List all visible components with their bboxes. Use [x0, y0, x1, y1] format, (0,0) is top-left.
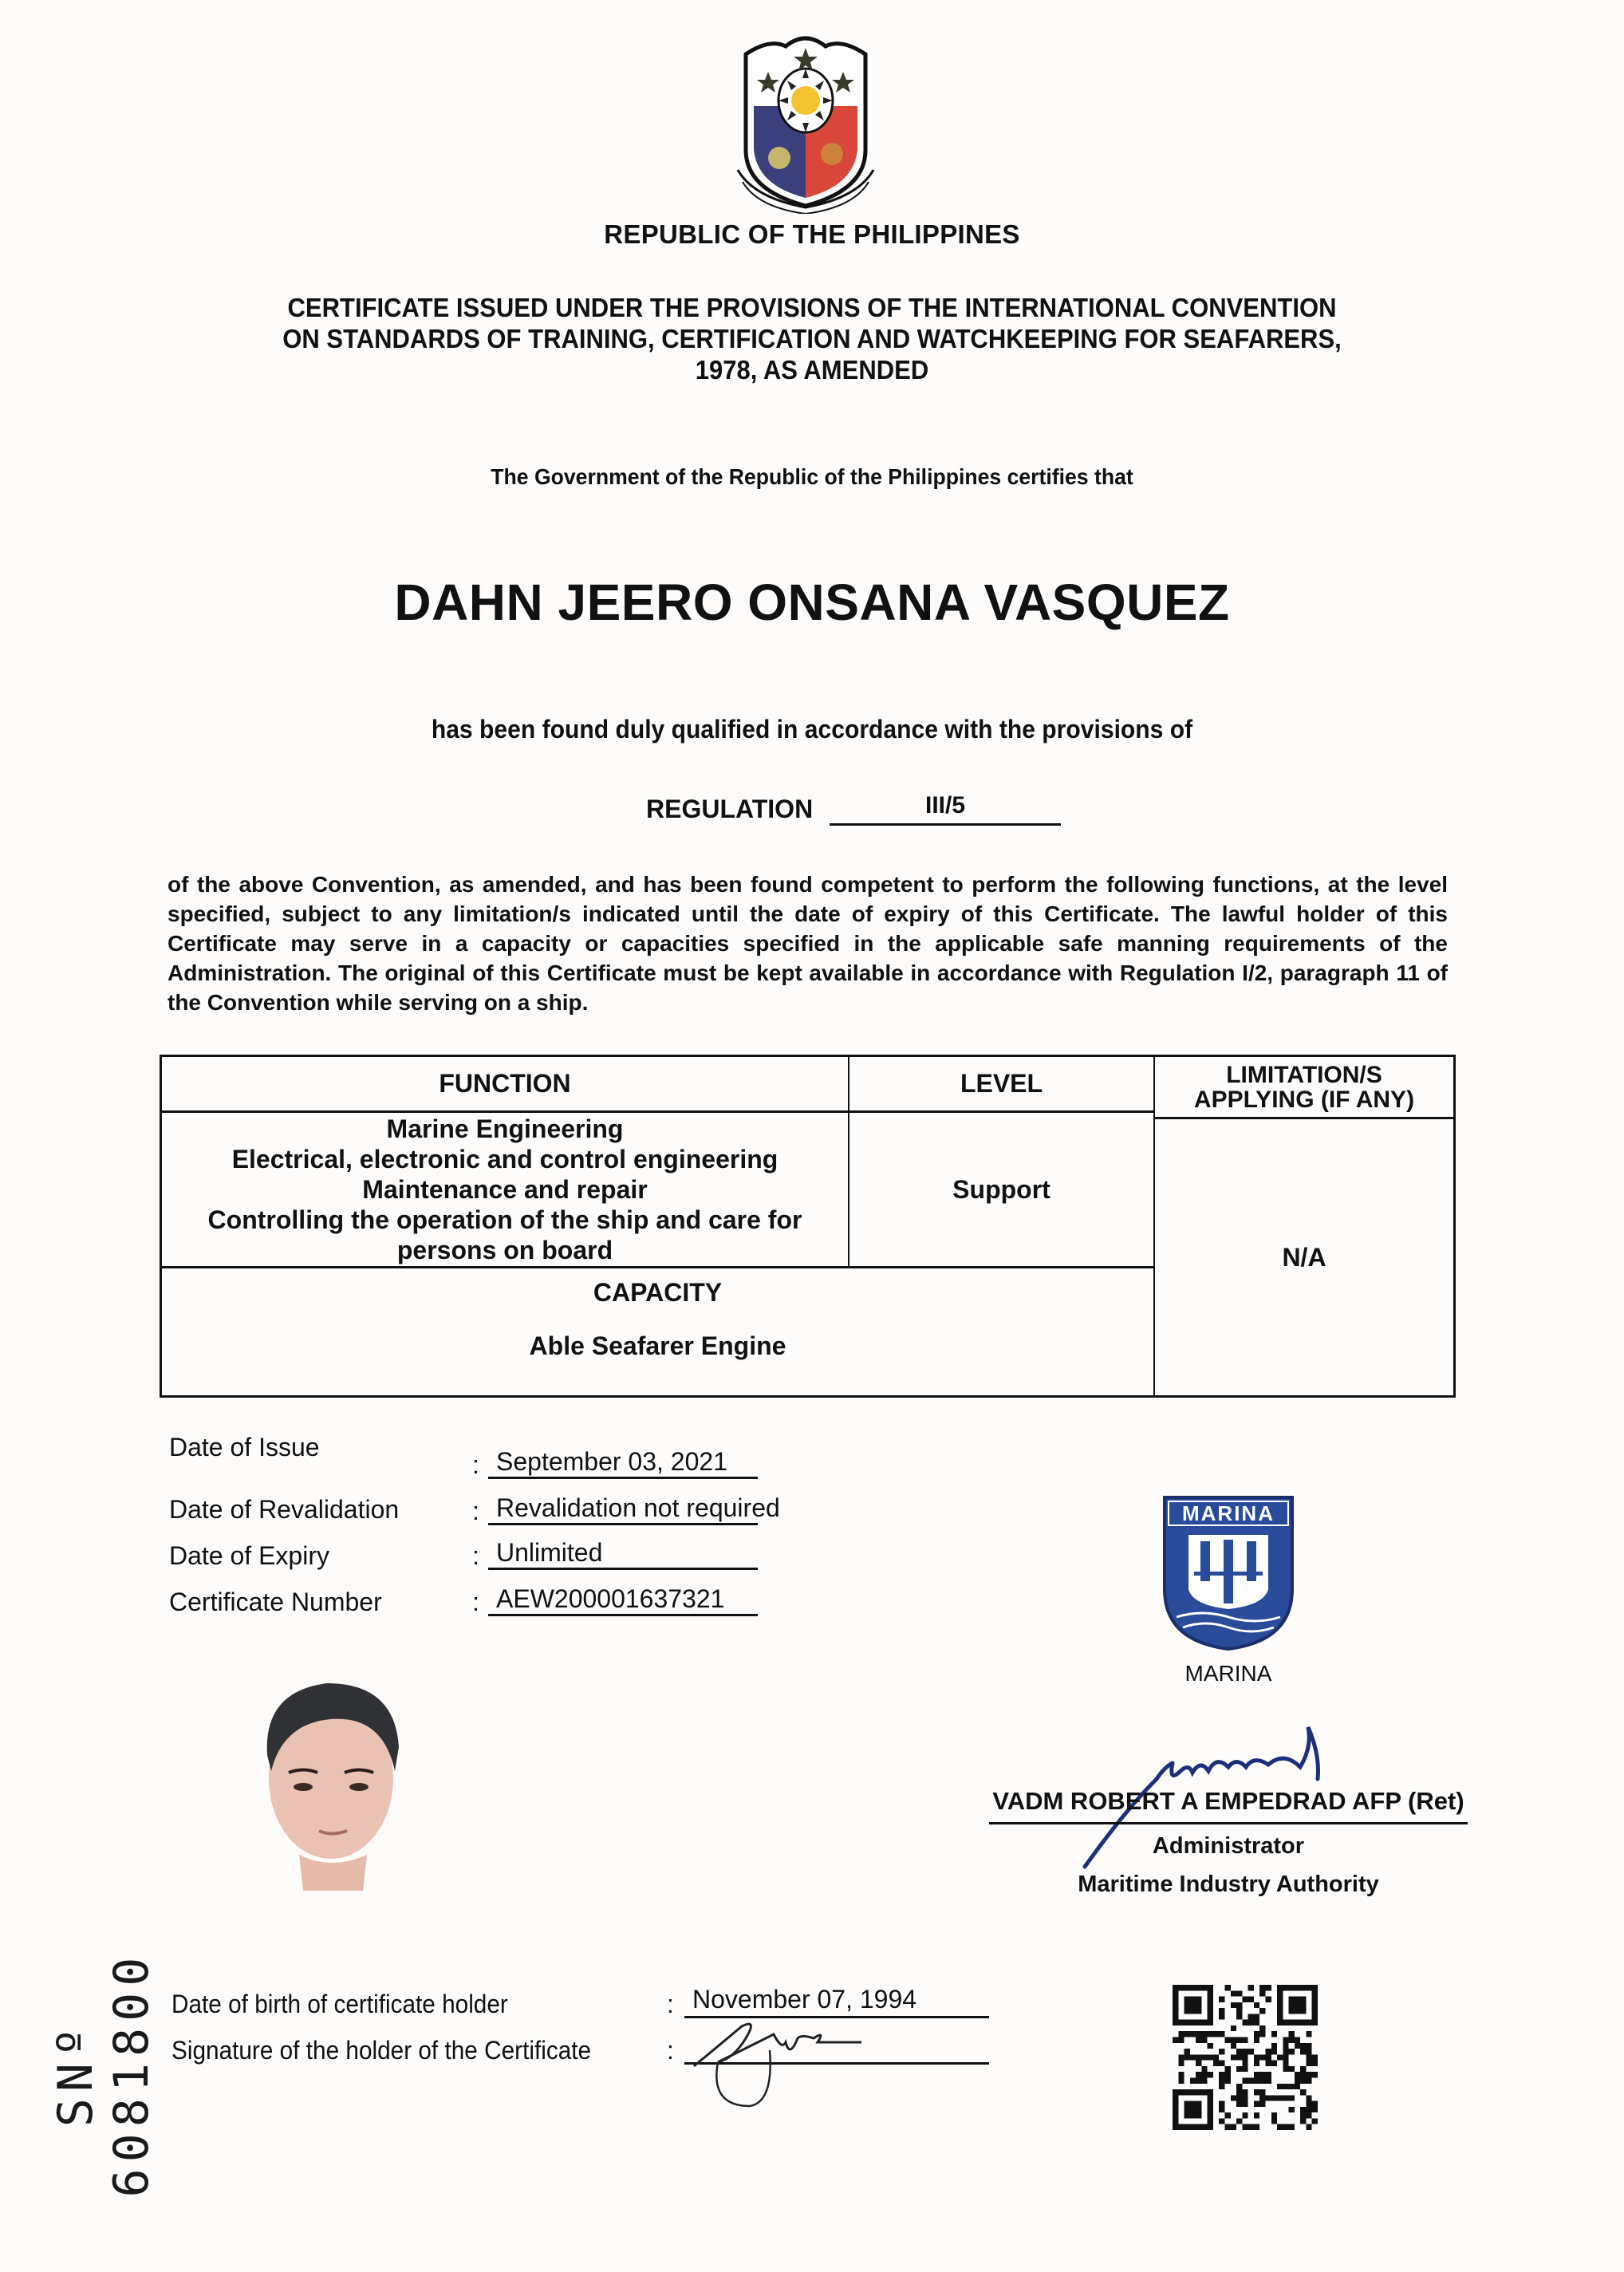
function-item: Marine Engineering	[386, 1114, 624, 1143]
header-function: FUNCTION	[162, 1057, 849, 1113]
holder-photo	[239, 1659, 423, 1891]
date-of-revalidation-label: Date of Revalidation	[169, 1495, 400, 1524]
qualified-line: has been found duly qualified in accordance with the provisions of	[431, 715, 1193, 744]
holder-signature-label: Signature of the holder of the Certificate	[171, 2036, 592, 2065]
philippine-coat-of-arms-logo	[722, 30, 889, 214]
capacity-cell	[162, 1268, 1155, 1395]
level-cell: Support	[849, 1113, 1155, 1268]
function-item: Maintenance and repair	[362, 1175, 648, 1204]
competence-statement: of the above Convention, as amended, and has been found competent to perform the following functions, at the level specified, subject to any limitation/s indicated until the date of expiry of this Certificate. The lawful holder of this Certificate may serve in a capacity or capacities specified in the applicable safe manning requirements of the Administration. The original of this Certificate must be kept available in accordance with Regulation I/2, paragraph 11 of the Convention while serving on a ship.	[168, 872, 1448, 1015]
date-of-revalidation-value: Revalidation not required	[488, 1492, 758, 1525]
certificate-number-value: AEW200001637321	[488, 1583, 758, 1616]
colon: :	[667, 1990, 674, 2018]
holder-signature	[686, 2018, 925, 2122]
function-item: Electrical, electronic and control engineering	[231, 1145, 778, 1173]
signatory-organization: Maritime Industry Authority	[1078, 1872, 1379, 1897]
function-item: Controlling the operation of the ship and care for persons on board	[207, 1205, 802, 1264]
signatory-title: Administrator	[1152, 1833, 1305, 1859]
marina-logo	[1161, 1493, 1296, 1653]
colon: :	[667, 2036, 674, 2065]
date-of-birth-value: November 07, 1994	[684, 1983, 989, 2018]
header-limitations	[1155, 1057, 1453, 1119]
limitations-cell: N/A	[1282, 1242, 1326, 1272]
date-of-issue-label: Date of Issue	[169, 1433, 320, 1461]
date-of-expiry-value: Unlimited	[488, 1536, 758, 1570]
convention-title: CERTIFICATE ISSUED UNDER THE PROVISIONS OF THE INTERNATIONAL CONVENTION ON STANDARDS OF TRAINING, CERTIFICATION AND WATCHKEEPING FOR SEAFARERS, 1978, AS AMENDED	[282, 293, 1342, 385]
date-of-issue-value: September 03, 2021	[488, 1446, 758, 1479]
qr-code[interactable]	[1173, 1985, 1318, 2130]
colon: :	[472, 1588, 479, 1616]
date-of-birth-label: Date of birth of certificate holder	[171, 1990, 508, 2018]
colon: :	[472, 1450, 479, 1479]
header-limitations-line2: APPLYING (IF ANY)	[1193, 1086, 1415, 1113]
capacity-label: CAPACITY	[593, 1278, 723, 1307]
competence-table	[160, 1055, 1456, 1398]
capacity-value: Able Seafarer Engine	[529, 1331, 786, 1360]
regulation-label: REGULATION	[646, 795, 814, 823]
country-heading: REPUBLIC OF THE PHILIPPINES	[604, 219, 1020, 249]
colon: :	[472, 1541, 479, 1570]
colon: :	[472, 1497, 479, 1525]
marina-caption: MARINA	[1184, 1661, 1272, 1686]
header-limitations-line1: LIMITATION/S	[1226, 1061, 1382, 1088]
serial-number: SNº 6081800	[48, 1951, 160, 2198]
header-level: LEVEL	[849, 1057, 1155, 1113]
date-of-expiry-label: Date of Expiry	[169, 1541, 329, 1570]
signatory-name: VADM ROBERT A EMPEDRAD AFP (Ret)	[989, 1787, 1468, 1824]
regulation-value: III/5	[830, 788, 1061, 826]
certificate-number-label: Certificate Number	[169, 1588, 382, 1616]
certifies-line: The Government of the Republic of the Philippines certifies that	[491, 464, 1133, 489]
functions-cell	[162, 1113, 849, 1268]
marina-logo-text: MARINA	[1182, 1501, 1275, 1525]
holder-name: DAHN JEERO ONSANA VASQUEZ	[394, 574, 1230, 631]
